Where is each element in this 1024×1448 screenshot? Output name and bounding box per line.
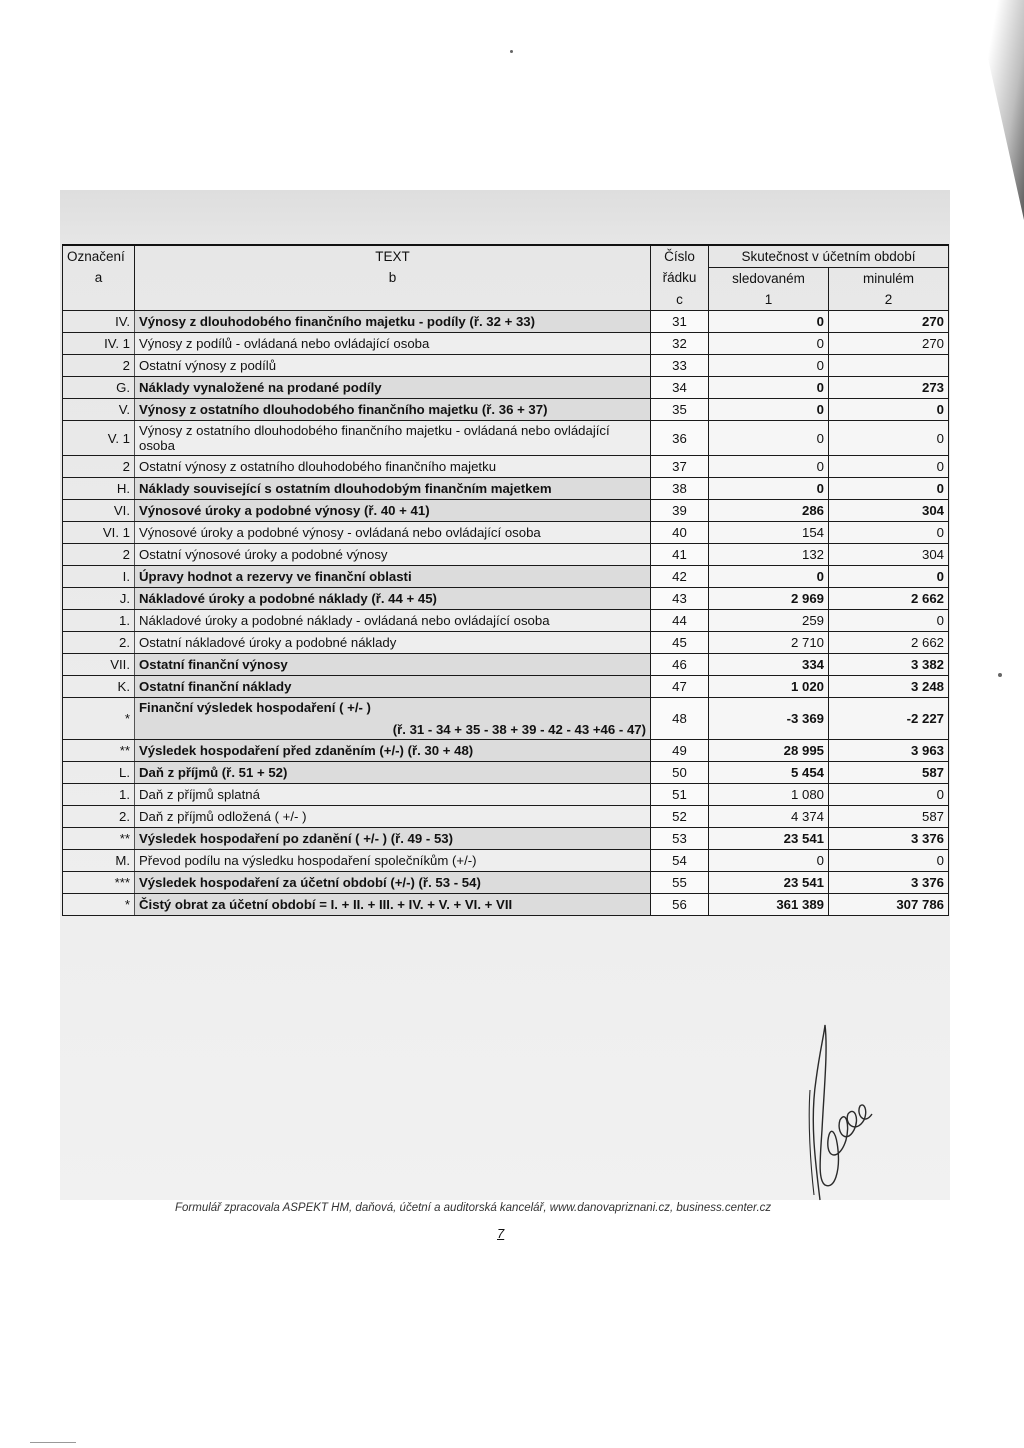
row-text-main: Finanční výsledek hospodaření ( +/- ) (139, 700, 371, 716)
row-line-number: 47 (651, 676, 709, 698)
row-text: Výnosy z ostatního dlouhodobého finančního majetku (ř. 36 + 37) (135, 399, 651, 421)
row-previous-period: -2 227 (829, 698, 949, 739)
table-row (63, 871, 949, 893)
scan-corner-shadow (954, 0, 1024, 220)
row-line-number: 42 (651, 566, 709, 588)
row-previous-period: 307 786 (829, 893, 949, 915)
table-row (63, 849, 949, 871)
row-line-number: 48 (651, 698, 709, 739)
table-row (63, 522, 949, 544)
table-row (63, 739, 949, 761)
row-previous-period: 3 248 (829, 676, 949, 698)
row-previous-period: 0 (829, 610, 949, 632)
header-col-b-blank (135, 289, 651, 311)
row-current-period: 0 (709, 399, 829, 421)
table-row (63, 588, 949, 610)
row-text: Ostatní nákladové úroky a podobné náklady (135, 632, 651, 654)
table-row (63, 421, 949, 456)
row-line-number: 46 (651, 654, 709, 676)
row-text: Daň z příjmů (ř. 51 + 52) (135, 761, 651, 783)
header-col-1: 1 (709, 289, 829, 311)
row-code: VI. 1 (63, 522, 135, 544)
row-line-number: 38 (651, 478, 709, 500)
row-code: 1. (63, 783, 135, 805)
table-row (63, 333, 949, 355)
row-text: Převod podílu na výsledku hospodaření společníkům (+/-) (135, 849, 651, 871)
row-code: 2. (63, 632, 135, 654)
row-code: G. (63, 377, 135, 399)
row-previous-period: 0 (829, 783, 949, 805)
row-previous-period: 3 963 (829, 739, 949, 761)
row-code: ** (63, 827, 135, 849)
header-col-a-blank (63, 289, 135, 311)
row-current-period: 5 454 (709, 761, 829, 783)
row-current-period: 2 710 (709, 632, 829, 654)
row-previous-period: 304 (829, 544, 949, 566)
income-statement-table (62, 244, 949, 916)
row-current-period: 0 (709, 311, 829, 333)
row-current-period: 23 541 (709, 871, 829, 893)
row-line-number: 40 (651, 522, 709, 544)
header-minulem: minulém (829, 268, 949, 290)
row-current-period: 1 020 (709, 676, 829, 698)
header-row-3 (63, 289, 949, 311)
row-text: Výsledek hospodaření za účetní období (+/-) (ř. 53 - 54) (135, 871, 651, 893)
table-row (63, 827, 949, 849)
scan-edge-mark (30, 1442, 76, 1443)
row-current-period: 2 969 (709, 588, 829, 610)
table-row (63, 456, 949, 478)
header-text: TEXT (135, 245, 651, 268)
table-row (63, 544, 949, 566)
row-text: Ostatní výnosové úroky a podobné výnosy (135, 544, 651, 566)
row-line-number: 41 (651, 544, 709, 566)
row-code: V. 1 (63, 421, 135, 456)
table-row (63, 311, 949, 333)
table-row (63, 632, 949, 654)
row-line-number: 49 (651, 739, 709, 761)
row-line-number: 54 (651, 849, 709, 871)
row-code: VI. (63, 500, 135, 522)
row-current-period: 0 (709, 478, 829, 500)
row-current-period: -3 369 (709, 698, 829, 739)
row-code: V. (63, 399, 135, 421)
row-previous-period: 587 (829, 805, 949, 827)
row-previous-period: 0 (829, 478, 949, 500)
table-row (63, 355, 949, 377)
row-code: 1. (63, 610, 135, 632)
table-row (63, 893, 949, 915)
row-text: Výnosy z ostatního dlouhodobého finančního majetku - ovládaná nebo ovládající osoba (135, 421, 651, 456)
row-current-period: 23 541 (709, 827, 829, 849)
row-code: IV. (63, 311, 135, 333)
row-current-period: 132 (709, 544, 829, 566)
row-current-period: 0 (709, 566, 829, 588)
row-text: Ostatní výnosy z podílů (135, 355, 651, 377)
row-text: Ostatní výnosy z ostatního dlouhodobého finančního majetku (135, 456, 651, 478)
row-code: VII. (63, 654, 135, 676)
row-text: Výnosy z podílů - ovládaná nebo ovládající osoba (135, 333, 651, 355)
row-line-number: 34 (651, 377, 709, 399)
row-code: 2 (63, 355, 135, 377)
header-skutecnost: Skutečnost v účetním období (709, 245, 949, 268)
row-line-number: 50 (651, 761, 709, 783)
row-line-number: 43 (651, 588, 709, 610)
row-previous-period: 2 662 (829, 632, 949, 654)
row-previous-period: 0 (829, 849, 949, 871)
row-line-number: 52 (651, 805, 709, 827)
row-line-number: 55 (651, 871, 709, 893)
row-previous-period: 304 (829, 500, 949, 522)
handwritten-signature (780, 1010, 890, 1210)
row-previous-period: 587 (829, 761, 949, 783)
row-current-period: 0 (709, 333, 829, 355)
header-row-1 (63, 245, 949, 268)
row-text: Výsledek hospodaření před zdaněním (+/-) (ř. 30 + 48) (135, 739, 651, 761)
row-line-number: 35 (651, 399, 709, 421)
row-text: Výnosové úroky a podobné výnosy - ovládaná nebo ovládající osoba (135, 522, 651, 544)
row-current-period: 361 389 (709, 893, 829, 915)
row-code: IV. 1 (63, 333, 135, 355)
row-text-formula: (ř. 31 - 34 + 35 - 38 + 39 - 42 - 43 +46 - 47) (392, 721, 646, 737)
row-code: 2 (63, 544, 135, 566)
page-number: 7 (497, 1226, 505, 1241)
header-radku: řádku (651, 268, 709, 290)
form-credit-footer: Formulář zpracovala ASPEKT HM, daňová, účetní a auditorská kancelář, www.danovapriznani.cz, business.center.cz (175, 1202, 772, 1214)
row-text (135, 698, 651, 739)
row-line-number: 53 (651, 827, 709, 849)
table-row (63, 500, 949, 522)
income-statement-table-wrapper (62, 244, 948, 916)
table-row (63, 761, 949, 783)
row-text: Nákladové úroky a podobné náklady - ovládaná nebo ovládající osoba (135, 610, 651, 632)
row-current-period: 154 (709, 522, 829, 544)
header-cislo: Číslo (651, 245, 709, 268)
row-text: Ostatní finanční výnosy (135, 654, 651, 676)
row-current-period: 28 995 (709, 739, 829, 761)
row-text: Výnosy z dlouhodobého finančního majetku - podíly (ř. 32 + 33) (135, 311, 651, 333)
row-code: M. (63, 849, 135, 871)
row-previous-period: 0 (829, 566, 949, 588)
table-row (63, 610, 949, 632)
row-text: Náklady vynaložené na prodané podíly (135, 377, 651, 399)
row-code: L. (63, 761, 135, 783)
row-previous-period: 0 (829, 399, 949, 421)
row-current-period: 0 (709, 456, 829, 478)
table-row (63, 783, 949, 805)
row-current-period: 259 (709, 610, 829, 632)
row-previous-period: 3 376 (829, 871, 949, 893)
row-text: Čistý obrat za účetní období = I. + II. + III. + IV. + V. + VI. + VII (135, 893, 651, 915)
row-current-period: 286 (709, 500, 829, 522)
row-text: Daň z příjmů odložená ( +/- ) (135, 805, 651, 827)
row-previous-period: 270 (829, 311, 949, 333)
row-code: I. (63, 566, 135, 588)
row-line-number: 31 (651, 311, 709, 333)
table-row (63, 805, 949, 827)
row-current-period: 0 (709, 421, 829, 456)
row-current-period: 4 374 (709, 805, 829, 827)
row-code: 2. (63, 805, 135, 827)
row-line-number: 45 (651, 632, 709, 654)
row-text: Výsledek hospodaření po zdanění ( +/- ) (ř. 49 - 53) (135, 827, 651, 849)
header-oznaceni: Označení (63, 245, 135, 268)
row-previous-period: 273 (829, 377, 949, 399)
header-col-b: b (135, 268, 651, 290)
table-row (63, 698, 949, 739)
row-previous-period (829, 355, 949, 377)
scan-speck (998, 673, 1002, 677)
header-col-c: c (651, 289, 709, 311)
row-line-number: 44 (651, 610, 709, 632)
row-text: Ostatní finanční náklady (135, 676, 651, 698)
table-row (63, 478, 949, 500)
row-text: Náklady související s ostatním dlouhodobým finančním majetkem (135, 478, 651, 500)
header-row-2 (63, 268, 949, 290)
row-text: Daň z příjmů splatná (135, 783, 651, 805)
row-previous-period: 0 (829, 522, 949, 544)
row-previous-period: 0 (829, 456, 949, 478)
row-line-number: 33 (651, 355, 709, 377)
row-line-number: 51 (651, 783, 709, 805)
table-row (63, 676, 949, 698)
row-code: J. (63, 588, 135, 610)
row-code: H. (63, 478, 135, 500)
row-text: Výnosové úroky a podobné výnosy (ř. 40 + 41) (135, 500, 651, 522)
row-text: Nákladové úroky a podobné náklady (ř. 44 + 45) (135, 588, 651, 610)
row-line-number: 56 (651, 893, 709, 915)
row-previous-period: 0 (829, 421, 949, 456)
row-previous-period: 270 (829, 333, 949, 355)
row-current-period: 0 (709, 377, 829, 399)
row-current-period: 334 (709, 654, 829, 676)
row-code: K. (63, 676, 135, 698)
row-line-number: 36 (651, 421, 709, 456)
table-row (63, 566, 949, 588)
header-col-2: 2 (829, 289, 949, 311)
row-previous-period: 3 382 (829, 654, 949, 676)
row-text: Úpravy hodnot a rezervy ve finanční oblasti (135, 566, 651, 588)
row-current-period: 1 080 (709, 783, 829, 805)
row-line-number: 39 (651, 500, 709, 522)
scan-speck (510, 50, 513, 53)
row-code: * (63, 893, 135, 915)
row-previous-period: 2 662 (829, 588, 949, 610)
row-code: * (63, 698, 135, 739)
row-line-number: 32 (651, 333, 709, 355)
row-code: ** (63, 739, 135, 761)
row-code: *** (63, 871, 135, 893)
table-row (63, 399, 949, 421)
table-row (63, 377, 949, 399)
row-code: 2 (63, 456, 135, 478)
row-line-number: 37 (651, 456, 709, 478)
row-current-period: 0 (709, 849, 829, 871)
row-previous-period: 3 376 (829, 827, 949, 849)
table-row (63, 654, 949, 676)
row-current-period: 0 (709, 355, 829, 377)
header-sledovanem: sledovaném (709, 268, 829, 290)
header-col-a: a (63, 268, 135, 290)
